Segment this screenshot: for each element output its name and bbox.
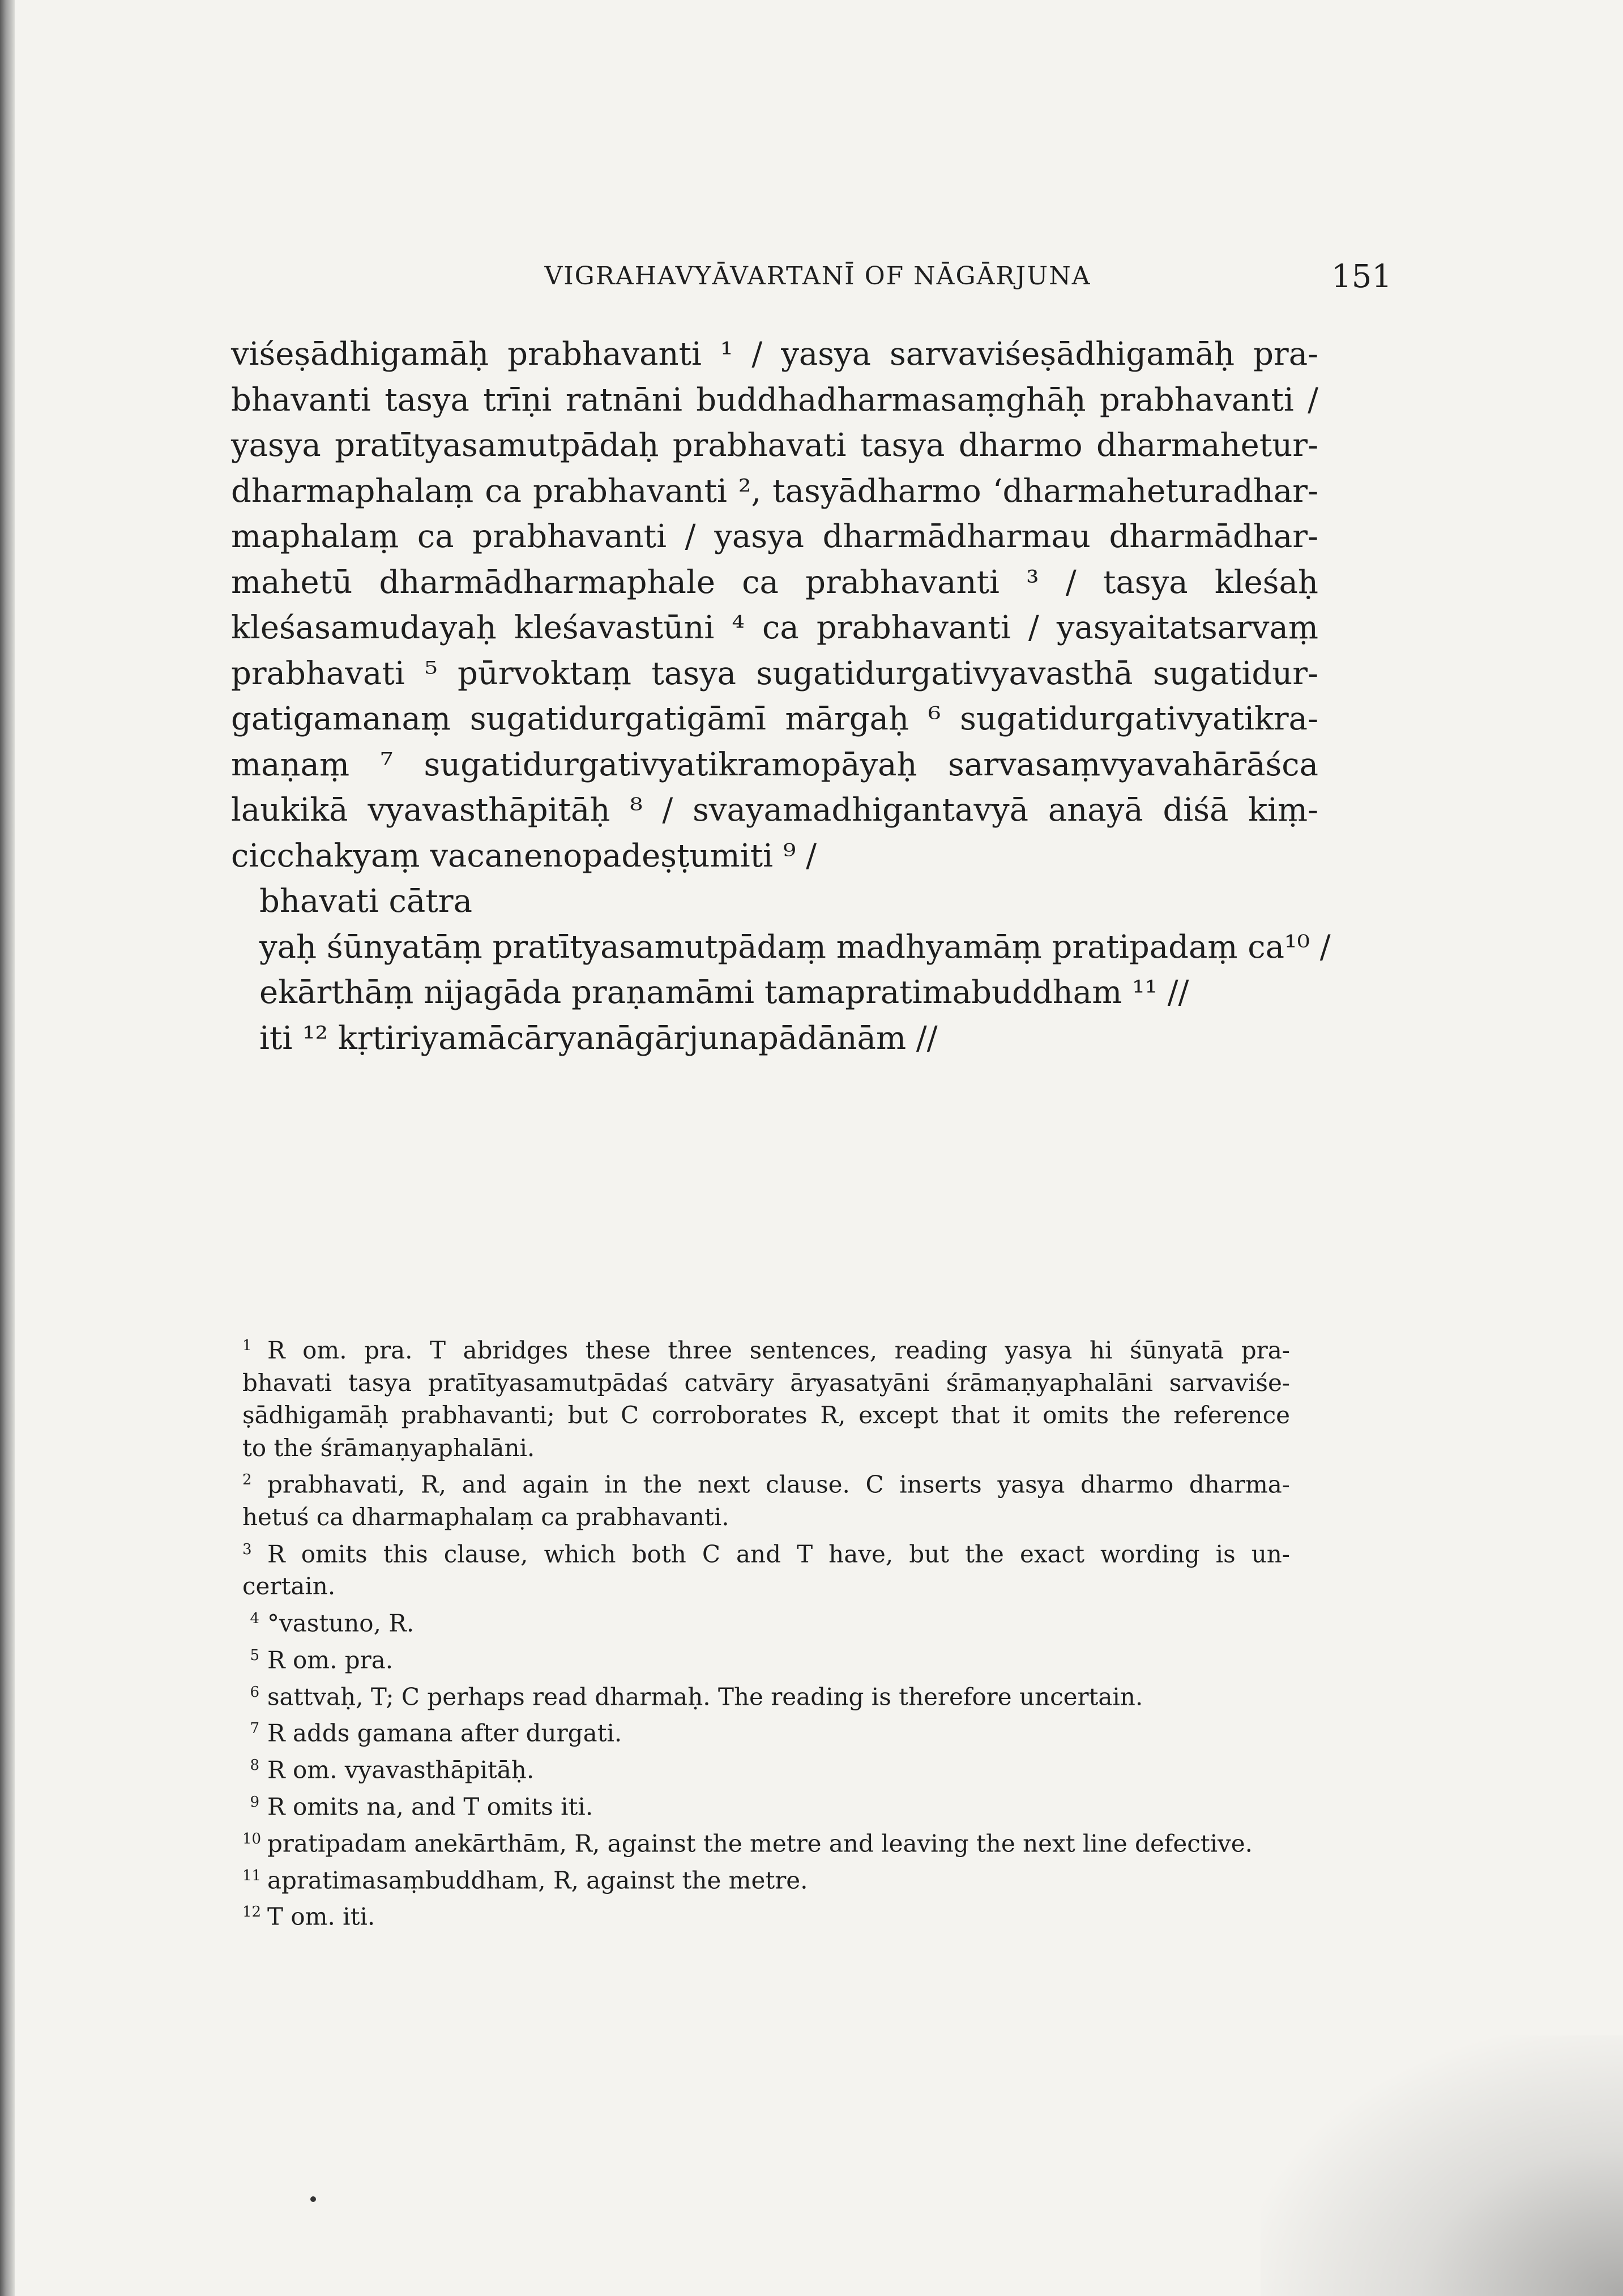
footnote-5 xyxy=(242,1640,1290,1676)
verse-intro: bhavati cātra xyxy=(259,883,472,920)
footnote-text: °vastuno, R. xyxy=(267,1609,415,1637)
footnote-number: 6 xyxy=(250,1683,259,1701)
footnote-number: 8 xyxy=(250,1757,259,1774)
footnote-text: R om. pra. xyxy=(267,1646,394,1674)
footnote-line: ṣādhigamāḥ prabhavanti; but C corroborates R, except that it omits the reference xyxy=(242,1401,1290,1429)
footnote-line: prabhavati, R, and again in the next clause. C inserts yasya dharmo dharma- xyxy=(267,1470,1290,1499)
text-line: cicchakyaṃ vacanenopadeṣṭumiti ⁹ / xyxy=(231,837,817,874)
footnote-4 xyxy=(242,1603,1290,1640)
footnote-1 xyxy=(242,1330,1290,1464)
footnote-number: 2 xyxy=(242,1471,252,1489)
text-line: dharmaphalaṃ ca prabhavanti ², tasyādharmo ‘dharmaheturadhar- xyxy=(231,472,1318,510)
footnote-line: R omits this clause, which both C and T have, but the exact wording is un- xyxy=(267,1539,1290,1568)
footnote-12 xyxy=(242,1896,1290,1933)
footnote-line: bhavati tasya pratītyasamutpādaś catvāry āryasatyāni śrāmaṇyaphalāni sarvaviśe- xyxy=(242,1368,1290,1397)
text-line: kleśasamudayaḥ kleśavastūni ⁴ ca prabhavanti / yasyaitatsarvaṃ xyxy=(231,609,1318,646)
page-binding-edge xyxy=(0,0,15,2296)
verse-line: ekārthāṃ nijagāda praṇamāmi tamapratimabuddham ¹¹ // xyxy=(259,974,1189,1011)
text-line: laukikā vyavasthāpitāḥ ⁸ / svayamadhigantavyā anayā diśā kiṃ- xyxy=(231,792,1318,829)
footnote-2 xyxy=(242,1464,1290,1533)
footnote-6 xyxy=(242,1676,1290,1713)
text-line: viśeṣādhigamāḥ prabhavanti ¹ / yasya sarvaviśeṣādhigamāḥ pra- xyxy=(231,336,1318,373)
text-line: gatigamanaṃ sugatidurgatigāmī mārgaḥ ⁶ sugatidurgativyatikra- xyxy=(231,701,1318,737)
footnotes xyxy=(242,1330,1290,1933)
scan-shadow xyxy=(1261,2035,1623,2296)
footnote-text: R adds gamana after durgati. xyxy=(267,1719,622,1747)
footnote-text: R om. vyavasthāpitāḥ. xyxy=(267,1756,535,1784)
footnote-line: hetuś ca dharmaphalaṃ ca prabhavanti. xyxy=(242,1503,729,1531)
footnote-text: R omits na, and T omits iti. xyxy=(267,1793,593,1821)
footnote-8 xyxy=(242,1749,1290,1786)
footnote-number: 1 xyxy=(242,1337,252,1354)
footnote-line: certain. xyxy=(242,1572,336,1601)
footnote-line: R om. pra. T abridges these three sentences, reading yasya hi śūnyatā pra- xyxy=(267,1336,1290,1364)
footnote-number: 12 xyxy=(242,1904,262,1921)
footnote-number: 10 xyxy=(242,1830,262,1847)
text-line: bhavanti tasya trīṇi ratnāni buddhadharmasaṃghāḥ prabhavanti / xyxy=(231,381,1318,419)
footnote-text: sattvaḥ, T; C perhaps read dharmaḥ. The reading is therefore uncertain. xyxy=(267,1682,1143,1710)
colophon-line: iti ¹² kṛtiriyamācāryanāgārjunapādānām // xyxy=(259,1019,938,1057)
footnote-10 xyxy=(242,1823,1290,1860)
footnote-number: 9 xyxy=(250,1794,259,1811)
page-header xyxy=(244,258,1392,301)
footnote-number: 7 xyxy=(250,1720,259,1738)
verse-line: yaḥ śūnyatāṃ pratītyasamutpādaṃ madhyamāṃ pratipadaṃ ca¹⁰ / xyxy=(259,928,1331,966)
ink-speck xyxy=(310,2196,316,2202)
text-line: prabhavati ⁵ pūrvoktaṃ tasya sugatidurgativyavasthā sugatidur- xyxy=(231,655,1318,692)
page-number: 151 xyxy=(1331,258,1392,295)
text-line: yasya pratītyasamutpādaḥ prabhavati tasya dharmo dharmahetur- xyxy=(231,427,1318,464)
footnote-number: 3 xyxy=(242,1540,252,1558)
running-head: VIGRAHAVYĀVARTANĪ OF NĀGĀRJUNA xyxy=(544,262,1091,291)
footnote-text: T om. iti. xyxy=(267,1902,375,1931)
footnote-number: 4 xyxy=(250,1610,259,1627)
footnote-line: to the śrāmaṇyaphalāni. xyxy=(242,1433,535,1462)
footnote-11 xyxy=(242,1860,1290,1897)
footnote-text: apratimasaṃbuddham, R, against the metre. xyxy=(267,1866,808,1894)
footnote-9 xyxy=(242,1786,1290,1823)
footnote-3 xyxy=(242,1534,1290,1603)
footnote-number: 5 xyxy=(250,1646,259,1664)
text-line: maṇaṃ ⁷ sugatidurgativyatikramopāyaḥ sarvasaṃvyavahārāśca xyxy=(231,746,1318,783)
main-text xyxy=(231,332,1331,1061)
footnote-7 xyxy=(242,1713,1290,1749)
text-line: mahetū dharmādharmaphale ca prabhavanti ³ / tasya kleśaḥ xyxy=(231,564,1318,601)
text-line: maphalaṃ ca prabhavanti / yasya dharmādharmau dharmādhar- xyxy=(231,518,1318,555)
footnote-number: 11 xyxy=(242,1867,262,1884)
footnote-text: pratipadam anekārthām, R, against the metre and leaving the next line defective. xyxy=(267,1829,1253,1858)
